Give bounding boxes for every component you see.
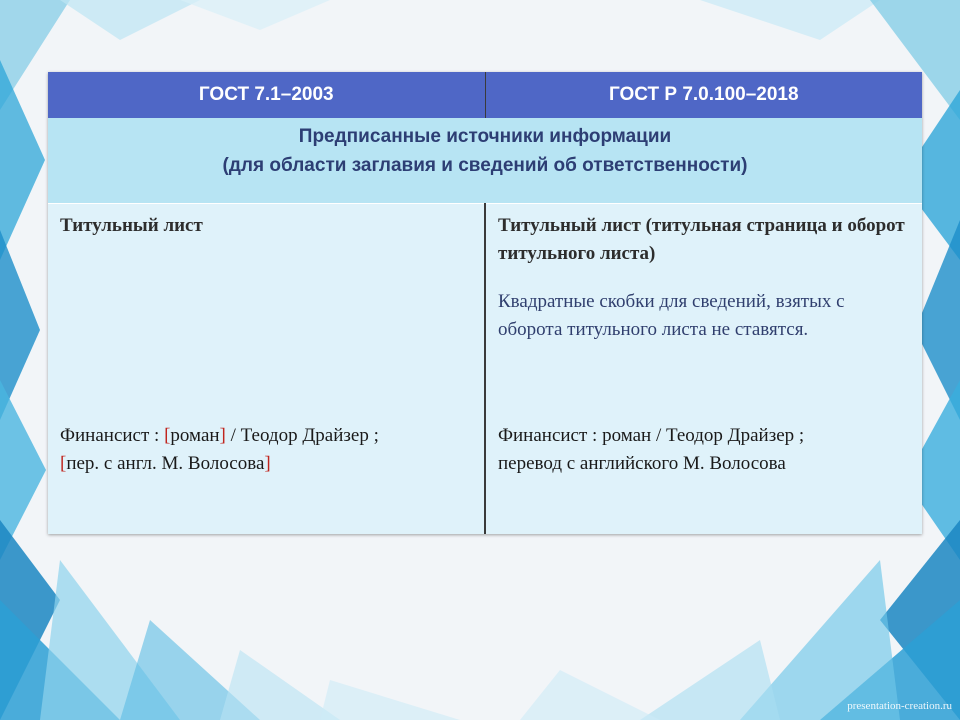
comparison-table [48, 72, 922, 534]
bracket-open-1: [ [164, 425, 171, 446]
table-subheader-row [48, 118, 922, 204]
right-example-line-2: перевод с английского М. Волосова [498, 453, 786, 474]
left-example-part-4: пер. с англ. М. Волосова [66, 453, 265, 474]
table-header-row [48, 72, 922, 118]
left-example-part-3: / Теодор Драйзер ; [225, 425, 379, 446]
left-column-example [60, 422, 476, 478]
subheader-line-2: (для области заглавия и сведений об ответственности) [222, 155, 748, 176]
subheader-line-1: Предписанные источники информации [298, 126, 672, 147]
table-body-row [48, 204, 922, 535]
watermark-text: presentation-creation.ru [847, 700, 952, 712]
header-gost-2003: ГОСТ 7.1–2003 [48, 72, 485, 118]
right-column-note: Квадратные скобки для сведений, взятых с оборота титульного листа не ставятся. [498, 291, 845, 340]
comparison-table-container [48, 72, 922, 534]
right-column-example [498, 422, 914, 478]
bracket-open-2: [ [60, 453, 67, 474]
bracket-close-1: ] [219, 425, 226, 446]
subheader-cell [48, 118, 922, 204]
header-gost-2018: ГОСТ Р 7.0.100–2018 [485, 72, 922, 118]
left-example-part-2: роман [170, 425, 220, 446]
right-column-title: Титульный лист (титульная страница и оборот титульного листа) [498, 215, 905, 264]
left-column-title: Титульный лист [60, 215, 203, 236]
right-column-cell [485, 204, 922, 535]
right-example-line-1: Финансист : роман / Теодор Драйзер ; [498, 425, 805, 446]
left-column-cell [48, 204, 485, 535]
bracket-close-2: ] [264, 453, 271, 474]
left-example-part-1: Финансист : [60, 425, 165, 446]
